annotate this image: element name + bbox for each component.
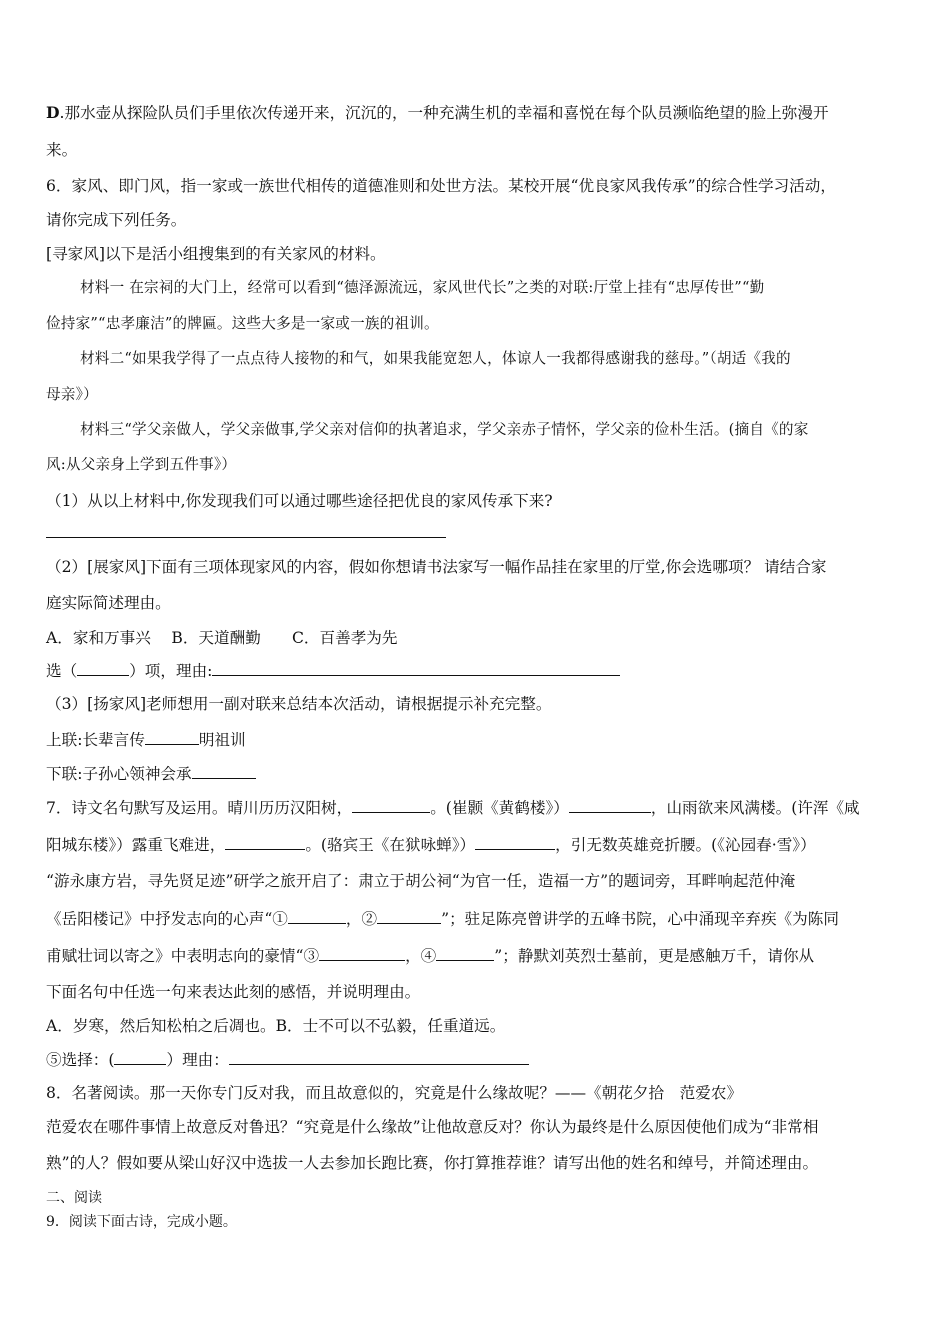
question-7-line-4 <box>46 908 839 929</box>
q7-text-2a: 阳城东楼》）露重飞难进， <box>46 836 226 854</box>
material-2-line-1: 材料二“如果我学得了一点点待人接物的和气，如果我能宽恕人，体谅人一我都得感谢我的慈母。”（胡适《我的 <box>80 350 791 367</box>
question-7-line-5 <box>46 945 814 966</box>
couplet-lower-prefix: 下联:子孙心领神会承 <box>46 765 192 783</box>
q7-text-4b: ，② <box>345 910 378 928</box>
q7-text-4c: ”；驻足陈亮曾讲学的五峰书院，心中涌现辛弃疾《为陈同 <box>441 910 839 928</box>
question-8-line-3: 熟”的人？假如要从梁山好汉中选拔一人去参加长跑比赛，你打算推荐谁？请写出他的姓名和绰号，并简述理由。 <box>46 1154 819 1172</box>
q7-blank-4[interactable] <box>475 834 555 850</box>
q7-blank-7[interactable] <box>319 945 405 961</box>
couplet-upper-suffix: 明祖训 <box>198 731 246 749</box>
question-7-line-3: “游永康方岩，寻先贤足迹”研学之旅开启了：肃立于胡公祠“为官一任，造福一方”的题词旁，耳畔响起范仲淹 <box>46 872 796 890</box>
subquestion-1: （1）从以上材料中,你发现我们可以通过哪些途径把优良的家风传承下来? <box>46 492 553 510</box>
material-1-line-2: 俭持家”“忠孝廉洁”的牌匾。这些大多是一家或一族的祖训。 <box>46 315 439 332</box>
question-7-line-1 <box>46 797 860 818</box>
couplet-upper-line <box>46 729 246 750</box>
q7-text-5a: 甫赋壮词以寄之》中表明志向的豪情“③ <box>46 947 320 965</box>
option-d-text: .那水壶从探险队员们手里依次传递开来，沉沉的，一种充满生机的幸福和喜悦在每个队员濒临绝望的脸上弥漫开 <box>59 104 829 122</box>
q7-reason-prefix: ）理由： <box>166 1051 229 1069</box>
subquestion-3: （3）[扬家风]老师想用一副对联来总结本次活动，请根据提示补充完整。 <box>46 695 552 713</box>
q7-text-2b: 。(骆宾王《在狱咏蝉》） <box>305 836 476 854</box>
section-2-heading: 二、阅读 <box>46 1190 102 1206</box>
q7-text-1c: ，山雨欲来风满楼。(许浑《咸 <box>650 799 860 817</box>
q7-text-5c: ”；静默刘英烈士墓前，更是感触万千，请你从 <box>494 947 815 965</box>
question-6-task-heading: [寻家风]以下是活小组搜集到的有关家风的材料。 <box>46 245 386 263</box>
q7-text-1b: 。(崔颢《黄鹤楼》） <box>430 799 569 817</box>
q7-blank-5[interactable] <box>288 908 346 924</box>
subquestion-2-options: A．家和万事兴 B．天道酬勤 C．百善孝为先 <box>46 629 398 647</box>
question-7-options: A．岁寒，然后知松柏之后凋也。B．士不可以不弘毅，任重道远。 <box>46 1017 506 1035</box>
subquestion-2-selection-line <box>46 660 620 681</box>
option-d-continuation: 来。 <box>46 141 78 159</box>
subquestion-2-line-1: （2）[展家风]下面有三项体现家风的内容，假如你想请书法家写一幅作品挂在家里的厅堂,你会选哪项？ 请结合家 <box>46 558 827 576</box>
material-3-line-1: 材料三“学父亲做人，学父亲做事,学父亲对信仰的执著追求，学父亲赤子情怀，学父亲的俭朴生活。(摘自《的家 <box>80 421 809 438</box>
selection-suffix: ）项，理由: <box>129 662 213 680</box>
question-7-selection-line <box>46 1049 529 1070</box>
couplet-lower-blank[interactable] <box>192 763 256 779</box>
material-1-line-1: 材料一 在宗祠的大门上，经常可以看到“德泽源流远，家风世代长”之类的对联:厅堂上挂有“忠厚传世”“勤 <box>80 279 765 296</box>
q7-text-4a: 《岳阳楼记》中抒发志向的心声“① <box>46 910 288 928</box>
question-7-line-2 <box>46 834 816 855</box>
material-2-line-2: 母亲》） <box>46 386 98 403</box>
q7-blank-6[interactable] <box>377 908 441 924</box>
question-7-line-6: 下面名句中任选一句来表达此刻的感悟，并说明理由。 <box>46 983 421 1001</box>
selection-prefix: 选（ <box>46 662 78 680</box>
question-9: 9．阅读下面古诗，完成小题。 <box>46 1214 237 1230</box>
selection-blank[interactable] <box>77 660 129 676</box>
q7-text-5b: ，④ <box>405 947 437 965</box>
couplet-upper-prefix: 上联:长辈言传 <box>46 731 145 749</box>
subquestion-2-line-2: 庭实际简述理由。 <box>46 594 171 612</box>
reason-blank[interactable] <box>212 660 620 676</box>
question-6-intro: 6．家风、即门风，指一家或一族世代相传的道德准则和处世方法。某校开展“优良家风我传承”的综合性学习活动， <box>46 177 836 195</box>
q7-text-1a: 7．诗文名句默写及运用。晴川历历汉阳树， <box>46 799 353 817</box>
material-3-line-2: 风:从父亲身上学到五件事》） <box>46 456 237 473</box>
answer-line-1[interactable] <box>46 537 446 538</box>
q7-select-prefix: ⑤选择：( <box>46 1051 115 1069</box>
option-d-line <box>46 103 829 123</box>
option-d-label: D <box>46 103 60 122</box>
q7-blank-8[interactable] <box>436 945 494 961</box>
q7-text-2c: ，引无数英雄竞折腰。(《沁园春·雪》） <box>555 836 816 854</box>
question-8-line-2: 范爱农在哪件事情上故意反对鲁迅？“究竟是什么缘故”让他故意反对？你认为最终是什么原因使他们成为“非常相 <box>46 1118 819 1136</box>
question-6-intro-2: 请你完成下列任务。 <box>46 211 187 229</box>
question-8-line-1: 8．名著阅读。那一天你专门反对我，而且故意似的，究竟是什么缘故呢？——《朝花夕拾 范爱农》 <box>46 1084 743 1102</box>
couplet-lower-line <box>46 763 256 784</box>
q7-select-blank[interactable] <box>114 1049 166 1065</box>
couplet-upper-blank[interactable] <box>145 729 199 745</box>
q7-reason-blank[interactable] <box>229 1049 529 1065</box>
q7-blank-1[interactable] <box>352 797 430 813</box>
q7-blank-2[interactable] <box>569 797 651 813</box>
q7-blank-3[interactable] <box>225 834 305 850</box>
